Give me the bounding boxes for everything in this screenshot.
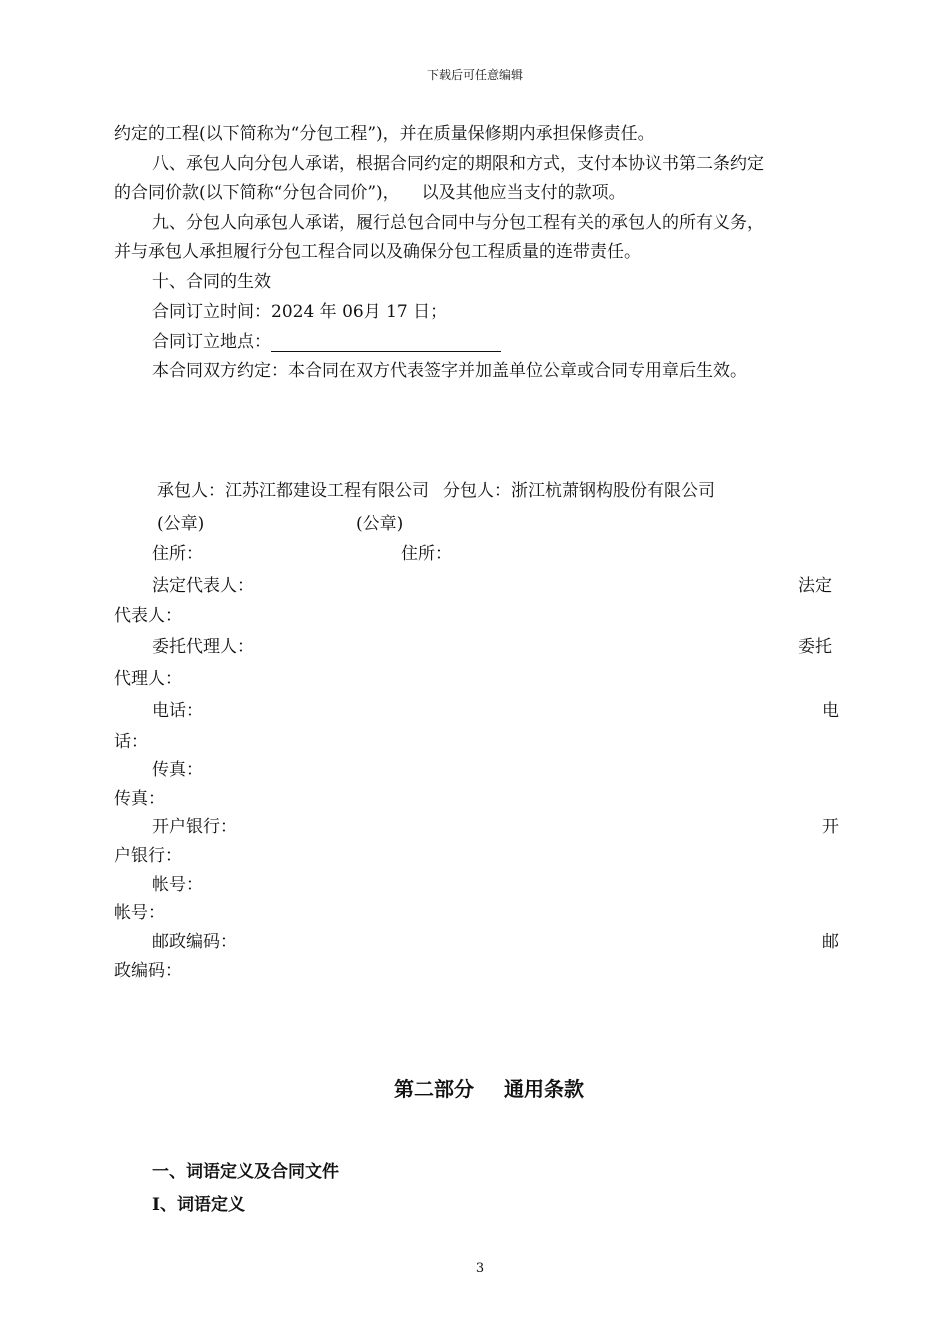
part-two-label: 第二部分 xyxy=(394,1077,474,1101)
seal-right: (公章) xyxy=(356,514,404,534)
clause-8-text-b: 以及其他应当支付的款项。 xyxy=(421,183,626,203)
phone-right-start: 电 xyxy=(822,701,839,721)
page-header: 下载后可任意编辑 xyxy=(426,68,523,82)
subsection-1-heading: Ⅰ、词语定义 xyxy=(152,1195,245,1215)
legal-rep-right-start: 法定 xyxy=(798,576,832,596)
fax-right: 传真： xyxy=(114,789,165,809)
postcode-right-start: 邮 xyxy=(822,932,839,952)
body-line: 约定的工程(以下简称为“分包工程”)，并在质量保修期内承担保修责任。 xyxy=(114,124,655,144)
part-two-name: 通用条款 xyxy=(504,1077,584,1101)
clause-8-line-2 xyxy=(114,183,626,203)
bank-right-start: 开 xyxy=(822,817,839,837)
account-left: 帐号： xyxy=(152,875,203,895)
agent-left: 委托代理人： xyxy=(152,637,254,657)
account-right: 帐号： xyxy=(114,903,165,923)
legal-rep-left: 法定代表人： xyxy=(152,576,254,596)
agent-right-end: 代理人： xyxy=(114,669,182,689)
contractor-name: 承包人：江苏江都建设工程有限公司 xyxy=(157,481,429,501)
address-right: 住所： xyxy=(401,544,452,564)
postcode-left: 邮政编码： xyxy=(152,932,237,952)
postcode-right-end: 政编码： xyxy=(114,961,182,981)
clause-9-line-1: 九、分包人向承包人承诺，履行总包合同中与分包工程有关的承包人的所有义务， xyxy=(152,213,764,233)
agent-right-start: 委托 xyxy=(798,637,832,657)
bank-right-end: 户银行： xyxy=(114,846,182,866)
phone-left: 电话： xyxy=(152,701,203,721)
seal-left: (公章) xyxy=(157,514,205,534)
effect-clause: 本合同双方约定：本合同在双方代表签字并加盖单位公章或合同专用章后生效。 xyxy=(152,361,747,381)
contract-sign-place xyxy=(152,332,501,352)
clause-8-line-1: 八、承包人向分包人承诺，根据合同约定的期限和方式，支付本协议书第二条约定 xyxy=(152,154,764,174)
bank-left: 开户银行： xyxy=(152,817,237,837)
clause-9-line-2: 并与承包人承担履行分包工程合同以及确保分包工程质量的连带责任。 xyxy=(114,242,641,262)
parties-line xyxy=(157,481,715,501)
page-number: 3 xyxy=(475,1261,485,1276)
address-left: 住所： xyxy=(152,544,203,564)
contract-sign-time: 合同订立时间：2024 年 06月 17 日； xyxy=(152,302,448,322)
subcontractor-name: 分包人：浙江杭萧钢构股份有限公司 xyxy=(443,481,715,501)
clause-10-heading: 十、合同的生效 xyxy=(152,272,271,292)
sign-place-blank xyxy=(271,335,501,352)
part-two-title xyxy=(0,1073,950,1102)
phone-right-end: 话： xyxy=(114,732,148,752)
sign-place-label: 合同订立地点： xyxy=(152,332,271,352)
fax-left: 传真： xyxy=(152,760,203,780)
section-1-heading: 一、词语定义及合同文件 xyxy=(152,1162,339,1182)
clause-8-text-a: 的合同价款(以下简称“分包合同价”)， xyxy=(114,183,400,203)
legal-rep-right-end: 代表人： xyxy=(114,606,182,626)
